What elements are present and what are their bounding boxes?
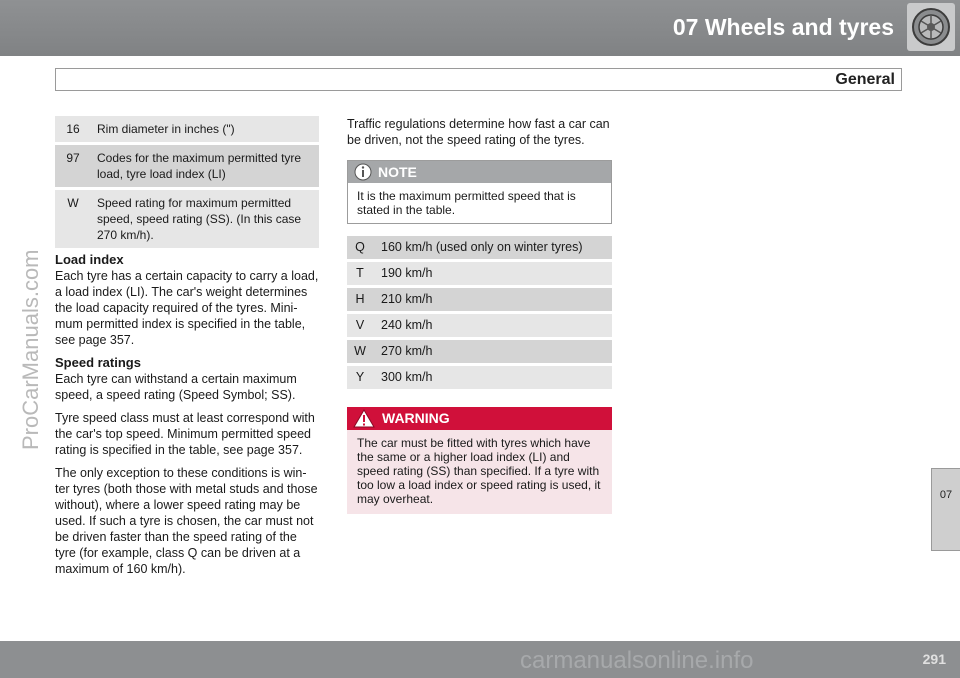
header-bar [0, 0, 960, 56]
table-row [55, 190, 319, 248]
table-row [347, 262, 612, 285]
speed-value: 300 km/h [381, 370, 433, 384]
speed-ratings-text-1: Each tyre can withstand a certain maximum speed, a speed rating (Speed Symbol; SS). [55, 372, 297, 402]
note-header [348, 161, 611, 183]
warning-text: The car must be fitted with tyres which have the same or a higher load index (LI) and speed rating (SS) than specified. If a tyre with too low a load index or speed rating is used, it may overheat. [357, 436, 601, 506]
speed-ratings-text-3: The only exception to these conditions is win-ter tyres (both those with metal studs and those without), where a lower speed rating may be used. If such a tyre is chosen, the car must not be driven faster than the speed rating of the tyre (for example, class Q can be driven at a maximum of 160 km/h). [55, 466, 318, 576]
speed-rating-table [347, 236, 612, 392]
speed-ratings-text-2: Tyre speed class must at least correspond with the car's top speed. Minimum permitted speed rating is specified in the table, see page 357. [55, 411, 315, 457]
section-bar [55, 68, 902, 91]
speed-key: W [354, 344, 366, 358]
footer-bar [0, 641, 960, 678]
code-key: 97 [66, 151, 80, 165]
side-tab-label: 07 [939, 489, 953, 501]
speed-value: 160 km/h (used only on winter tyres) [381, 240, 583, 254]
speed-ratings-heading: Speed ratings [55, 355, 141, 370]
note-text: It is the maximum permitted speed that is stated in the table. [348, 183, 611, 223]
table-row [347, 288, 612, 311]
load-index-text: Each tyre has a certain capacity to carry a load, a load index (LI). The car's weight determines the load capacity required of the tyres. Mini-mum permitted index is specified in the table, see page 357. [55, 269, 319, 347]
code-key: W [67, 196, 79, 210]
table-row [55, 116, 319, 142]
wheel-icon [907, 3, 955, 51]
section-title: General [835, 71, 895, 88]
code-description: Speed rating for maximum permitted speed, speed rating (SS). (In this case 270 km/h). [97, 196, 302, 242]
info-icon [354, 163, 372, 181]
speed-value: 190 km/h [381, 266, 433, 280]
warning-header [347, 407, 612, 430]
table-row [55, 145, 319, 187]
speed-key: Y [355, 370, 365, 384]
speed-value: 240 km/h [381, 318, 433, 332]
note-box [347, 160, 612, 224]
left-column [55, 252, 321, 584]
code-key: 16 [66, 122, 80, 136]
warning-box [347, 407, 612, 514]
footer-watermark: carmanualsonline.info [520, 647, 754, 674]
warning-triangle-icon [353, 409, 375, 428]
tyre-code-table [55, 116, 319, 251]
intro-text: Traffic regulations determine how fast a car can be driven, not the speed rating of the tyres. [347, 117, 610, 147]
code-description: Rim diameter in inches (") [97, 122, 235, 136]
load-index-heading: Load index [55, 252, 124, 267]
table-row [347, 314, 612, 337]
speed-value: 270 km/h [381, 344, 433, 358]
page-number: 291 [922, 651, 946, 667]
note-label: NOTE [378, 164, 417, 180]
speed-key: H [355, 292, 365, 306]
speed-key: Q [355, 240, 365, 254]
speed-key: T [356, 266, 364, 280]
chapter-side-tab [931, 468, 960, 551]
table-row [347, 366, 612, 389]
table-row [347, 340, 612, 363]
side-watermark: ProCarManuals.com [18, 249, 43, 450]
warning-label: WARNING [382, 410, 450, 426]
code-description: Codes for the maximum permitted tyre load, tyre load index (LI) [97, 151, 302, 181]
table-row [347, 236, 612, 259]
speed-value: 210 km/h [381, 292, 433, 306]
speed-key: V [355, 318, 365, 332]
chapter-title: 07 Wheels and tyres [672, 14, 894, 40]
